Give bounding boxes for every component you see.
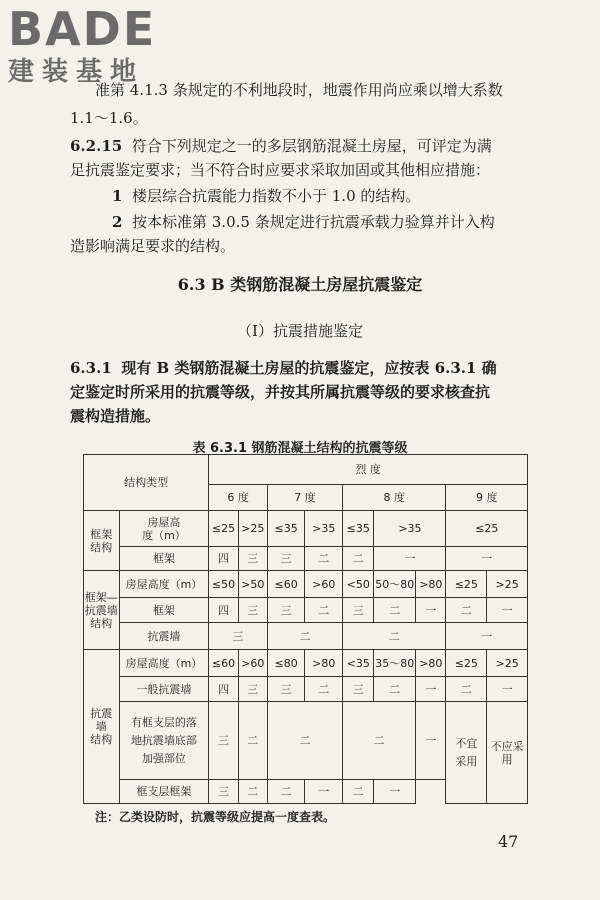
- table-cell: 二: [267, 780, 305, 804]
- para-line: 符合下列规定之一的多层钢筋混凝土房屋，可评定为满: [131, 137, 492, 155]
- table-cell: >25: [487, 571, 528, 598]
- table-cell: 一: [416, 677, 446, 702]
- table-row: [84, 702, 528, 780]
- item-number: 2: [112, 213, 123, 231]
- table-cell: >60: [238, 650, 267, 677]
- row-label: 框架: [119, 598, 209, 623]
- table-cell: 三: [343, 677, 374, 702]
- table-cell: 三: [267, 677, 305, 702]
- subsection-title: （Ⅰ）抗震措施鉴定: [237, 322, 363, 340]
- row-label: 框支层框架: [119, 780, 209, 804]
- para-line: 1.1～1.6。: [70, 109, 148, 127]
- table-cell: 一: [487, 598, 528, 623]
- table-cell: 二: [238, 702, 267, 780]
- table-cell: 二: [343, 702, 416, 780]
- logo-mark: BADE: [8, 2, 157, 56]
- section-title: 6.3 B 类钢筋混凝土房屋抗震鉴定: [177, 275, 423, 294]
- clause-number: 6.3.1: [70, 359, 112, 377]
- table-cell: 四: [209, 547, 238, 571]
- table-cell: >25: [238, 511, 267, 547]
- row-label: 房屋高度（m）: [119, 571, 209, 598]
- para-line: 准第 4.1.3 条规定的不利地段时，地震作用尚应乘以增大系数: [95, 81, 503, 99]
- table-cell: 一: [446, 547, 528, 571]
- table-cell: 三: [343, 598, 374, 623]
- item-number: 1: [112, 187, 123, 205]
- table-cell: 三: [209, 623, 268, 650]
- table-cell: 不宜 采用: [446, 702, 487, 804]
- table-cell: 二: [446, 598, 487, 623]
- table-cell: 三: [238, 677, 267, 702]
- table-cell: >35: [305, 511, 343, 547]
- row-label: 有框支层的落 地抗震墙底部 加强部位: [119, 702, 209, 780]
- table-cell: 三: [209, 780, 238, 804]
- table-cell: ≤80: [267, 650, 305, 677]
- table-cell: >25: [487, 650, 528, 677]
- para-line: 震构造措施。: [70, 407, 161, 425]
- table-cell: 三: [267, 547, 305, 571]
- table-cell: ≤25: [209, 511, 238, 547]
- table-cell: >50: [238, 571, 267, 598]
- header-intensity: 烈 度: [209, 455, 528, 485]
- para-line: 足抗震鉴定要求；当不符合时应要求采取加固或其他相应措施：: [70, 161, 491, 179]
- table-cell: 二: [267, 702, 342, 780]
- table-cell: 二: [305, 598, 343, 623]
- table-cell: 二: [446, 677, 487, 702]
- row-label: 一般抗震墙: [119, 677, 209, 702]
- table-cell: ≤60: [267, 571, 305, 598]
- row-label: 框架: [119, 547, 209, 571]
- table-row: [84, 623, 528, 650]
- table-cell: 二: [343, 780, 374, 804]
- table-cell: >60: [305, 571, 343, 598]
- table-note: 注：乙类设防时，抗震等级应提高一度查表。: [95, 810, 336, 824]
- row-label: 抗震墙: [119, 623, 209, 650]
- para-line: 造影响满足要求的结构。: [70, 237, 236, 255]
- table-cell: 50～80: [374, 571, 416, 598]
- table-cell: 三: [209, 702, 238, 780]
- table-cell: 二: [305, 677, 343, 702]
- table-cell: 一: [487, 677, 528, 702]
- table-cell: 一: [374, 780, 416, 804]
- table-cell: ≤25: [446, 511, 528, 547]
- table-cell: 三: [267, 598, 305, 623]
- table-cell: 三: [238, 547, 267, 571]
- row-label: 房屋高度（m）: [119, 650, 209, 677]
- table-row: [84, 547, 528, 571]
- logo-subtitle: 建装基地: [8, 57, 145, 87]
- table-cell: 35～80: [374, 650, 416, 677]
- table-cell: 二: [343, 623, 446, 650]
- header-6: 6 度: [209, 485, 268, 511]
- item-text: 楼层综合抗震能力指数不小于 1.0 的结构。: [131, 187, 421, 205]
- table-cell: ≤60: [209, 650, 238, 677]
- clause-6-3-1: [70, 358, 497, 378]
- para-line: 现有 B 类钢筋混凝土房屋的抗震鉴定，应按表 6.3.1 确: [121, 359, 497, 377]
- table-cell: 三: [238, 598, 267, 623]
- table-cell: 一: [416, 598, 446, 623]
- table-cell: 一: [374, 547, 446, 571]
- table-cell: 二: [267, 623, 342, 650]
- table-cell: 四: [209, 677, 238, 702]
- list-item-1: [112, 186, 420, 206]
- table-cell: <50: [343, 571, 374, 598]
- group-frame-wall: 框架— 抗震墙 结构: [84, 571, 120, 650]
- group-frame: 框架 结构: [84, 511, 120, 571]
- item-text: 按本标准第 3.0.5 条规定进行抗震承载力验算并计入构: [131, 213, 495, 231]
- table-cell: 二: [343, 547, 374, 571]
- seismic-grade-table: [83, 454, 528, 804]
- table-cell: ≤25: [446, 571, 487, 598]
- table-cell: ≤35: [343, 511, 374, 547]
- row-label: 房屋高 度（m）: [119, 511, 209, 547]
- list-item-2: [112, 212, 495, 232]
- header-9: 9 度: [446, 485, 528, 511]
- clause-6-2-15: [70, 136, 492, 156]
- table-cell: ≤25: [446, 650, 487, 677]
- table-cell: 二: [374, 677, 416, 702]
- table-cell: 二: [305, 547, 343, 571]
- header-7: 7 度: [267, 485, 342, 511]
- table-cell: 二: [374, 598, 416, 623]
- table-row: [84, 571, 528, 598]
- table-cell: >80: [305, 650, 343, 677]
- header-8: 8 度: [343, 485, 446, 511]
- table-cell: 不应采用: [487, 702, 528, 804]
- table-cell: ≤50: [209, 571, 238, 598]
- table-row: [84, 598, 528, 623]
- brand-logo: [8, 4, 180, 88]
- table-cell: 一: [305, 780, 343, 804]
- table-cell: 二: [238, 780, 267, 804]
- table-row: [84, 677, 528, 702]
- table-caption: 表 6.3.1 钢筋混凝土结构的抗震等级: [192, 441, 408, 456]
- table-cell: 四: [209, 598, 238, 623]
- table-cell: >80: [416, 571, 446, 598]
- table-row: [84, 650, 528, 677]
- table-cell: >35: [374, 511, 446, 547]
- group-wall: 抗震 墙 结构: [84, 650, 120, 804]
- table-row: [84, 511, 528, 547]
- page-number: 47: [498, 832, 519, 851]
- table-cell: ≤35: [267, 511, 305, 547]
- table-cell: 一: [446, 623, 528, 650]
- table-cell: 一: [416, 702, 446, 780]
- para-line: 定鉴定时所采用的抗震等级，并按其所属抗震等级的要求核查抗: [70, 383, 491, 401]
- table-header-row: [84, 455, 528, 485]
- header-structure-type: 结构类型: [84, 455, 209, 511]
- table-cell: >80: [416, 650, 446, 677]
- table-cell: <35: [343, 650, 374, 677]
- clause-number: 6.2.15: [70, 137, 123, 155]
